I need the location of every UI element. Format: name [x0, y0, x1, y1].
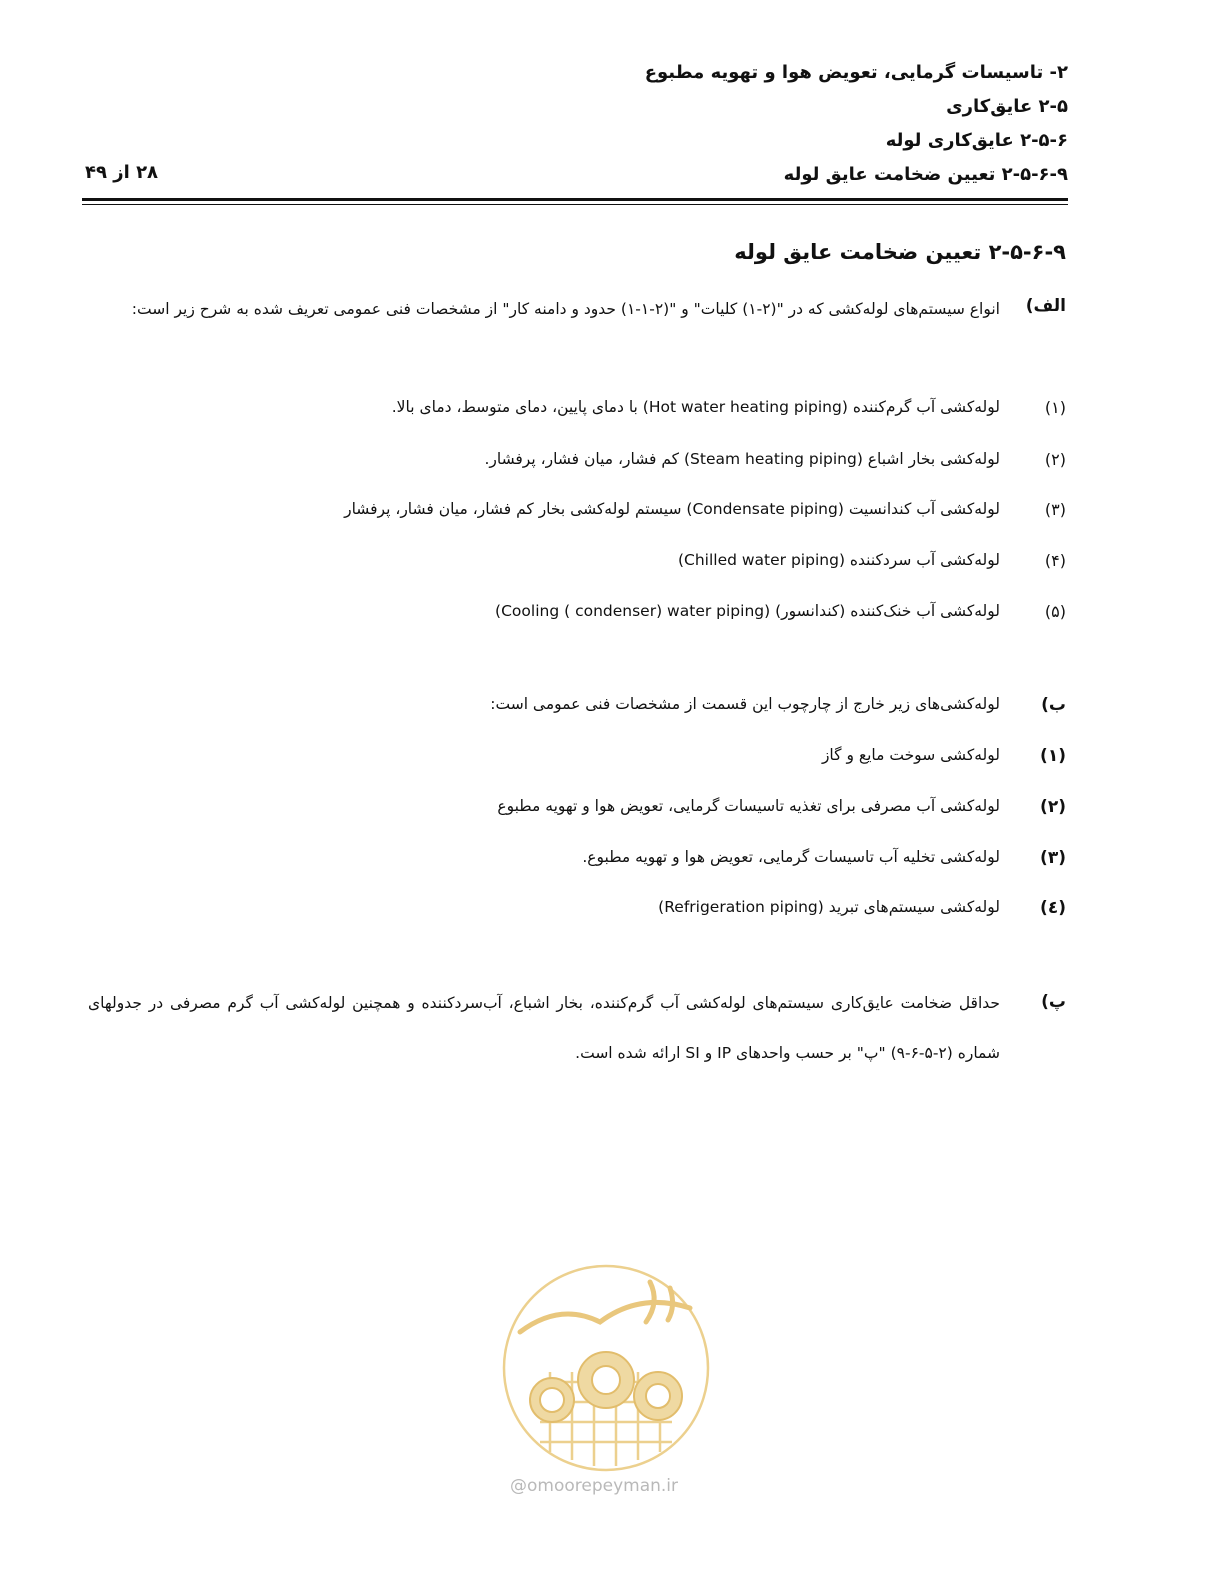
para-label-be: ب) — [1041, 695, 1066, 715]
alef-item-num: (۵) — [1044, 602, 1066, 621]
alef-item-num: (۲) — [1044, 450, 1066, 469]
be-item-text: لوله‌کشی سیستم‌های تبرید (Refrigeration piping) — [658, 898, 1000, 916]
be-item-num: (٤) — [1040, 898, 1066, 918]
alef-item-text: لوله‌کشی آب کندانسیت (Condensate piping) سیستم لوله‌کشی بخار کم فشار، میان فشار، پرفشار — [344, 500, 1000, 518]
alef-item-text: لوله‌کشی آب گرم‌کننده (Hot water heating piping) با دمای پایین، دمای متوسط، دمای بالا. — [391, 398, 1000, 416]
be-item-text: لوله‌کشی سوخت مایع و گاز — [821, 746, 1000, 764]
alef-item-num: (۱) — [1044, 398, 1066, 417]
be-item-text: لوله‌کشی تخلیه آب تاسیسات گرمایی، تعویض هوا و تهویه مطبوع. — [582, 848, 1000, 866]
para-text-pe: حداقل ضخامت عایق‌کاری سیستم‌های لوله‌کشی آب گرم‌کننده، بخار اشباع، آب‌سردکننده و همچنین لوله‌کشی آب گرم مصرفی در جدولهای شماره (۲-۵-۶-۹) "پ" بر حسب واحدهای IP و SI ارائه شده است. — [88, 994, 1000, 1062]
para-text-alef: انواع سیستم‌های لوله‌کشی که در "(۲-۱) کلیات" و "(۲-۱-۱) حدود و دامنه کار" از مشخصات فنی عمومی تعریف شده به شرح زیر است: — [131, 300, 1000, 318]
watermark-logo-icon — [500, 1262, 712, 1474]
be-item-num: (۳) — [1040, 848, 1066, 868]
para-label-alef: الف) — [1025, 296, 1066, 316]
alef-item-text: لوله‌کشی بخار اشباع (Steam heating piping) کم فشار، میان فشار، پرفشار. — [484, 450, 1000, 468]
header-rule-thin — [82, 204, 1068, 205]
page-number: ۲۸ از ۴۹ — [85, 162, 159, 183]
header-subsection: ۲-۵-۶ عایق‌کاری لوله — [885, 130, 1068, 151]
header-chapter: ۲- تاسیسات گرمایی، تعویض هوا و تهویه مطبوع — [644, 62, 1068, 83]
alef-item-num: (۴) — [1044, 551, 1066, 570]
alef-item-text: لوله‌کشی آب سردکننده (Chilled water piping) — [677, 551, 1000, 569]
be-item-num: (۲) — [1040, 797, 1066, 817]
para-label-pe: پ) — [1041, 992, 1066, 1012]
header-rule-thick — [82, 198, 1068, 201]
header-section: ۲-۵ عایق‌کاری — [946, 96, 1068, 117]
be-item-text: لوله‌کشی آب مصرفی برای تغذیه تاسیسات گرمایی، تعویض هوا و تهویه مطبوع — [497, 797, 1000, 815]
alef-item-num: (۳) — [1044, 500, 1066, 519]
section-title: ۲-۵-۶-۹ تعیین ضخامت عایق لوله — [734, 240, 1066, 264]
header-clause: ۲-۵-۶-۹ تعیین ضخامت عایق لوله — [783, 164, 1068, 185]
para-text-be: لوله‌کشی‌های زیر خارج از چارچوب این قسمت از مشخصات فنی عمومی است: — [490, 695, 1000, 713]
alef-item-text: لوله‌کشی آب خنک‌کننده (کندانسور) (Cooling ( condenser) water piping) — [495, 602, 1000, 620]
watermark-site: @omoorepeyman.ir — [510, 1476, 679, 1496]
be-item-num: (۱) — [1040, 746, 1066, 766]
